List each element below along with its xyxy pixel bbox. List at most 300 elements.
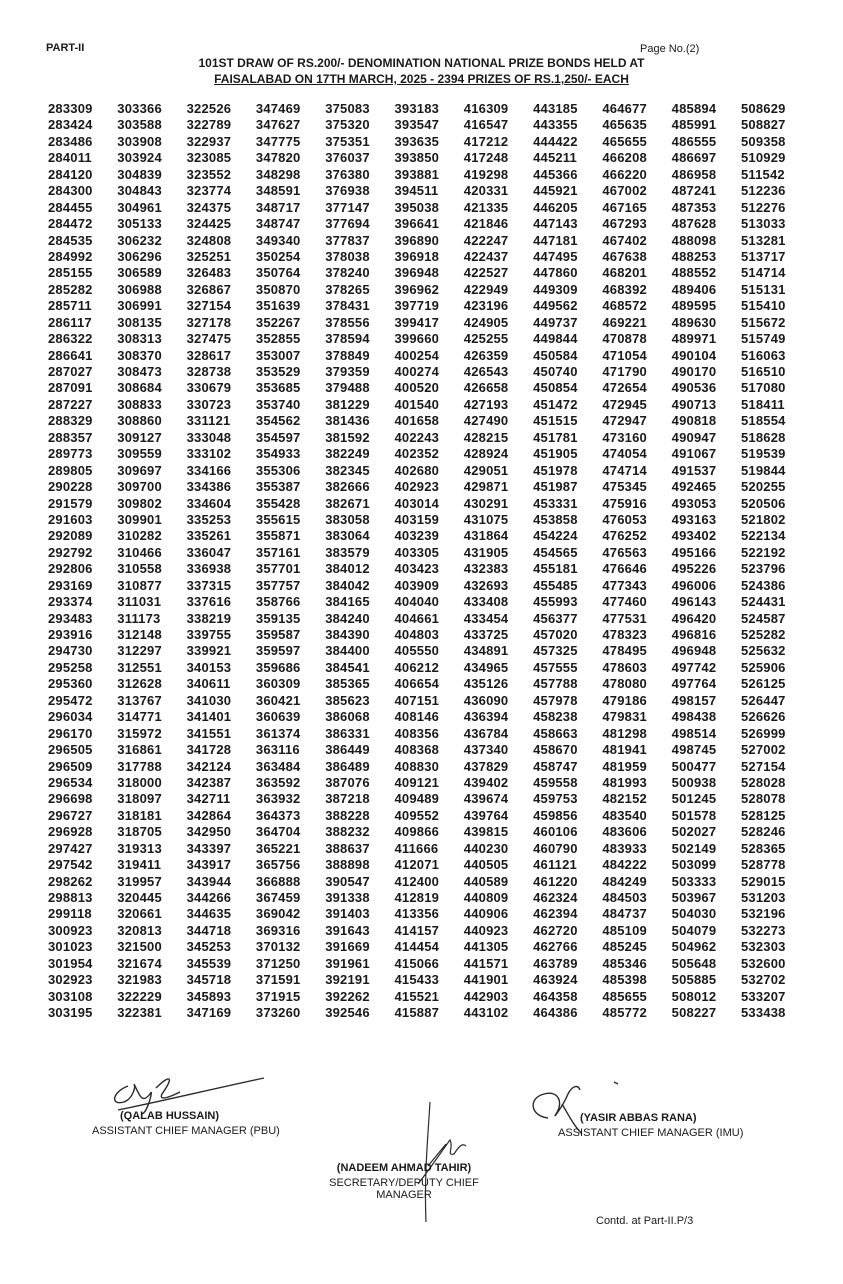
bond-number-cell: 437829 (463, 758, 509, 774)
bond-number-cell: 360309 (255, 676, 301, 692)
bond-number-cell: 343397 (186, 840, 232, 856)
bond-number-cell: 339921 (186, 643, 232, 659)
bond-number-cell: 381229 (325, 396, 370, 412)
bond-number-cell: 467165 (602, 199, 647, 215)
bond-number-cell: 491067 (671, 446, 717, 462)
bond-number-cell: 475345 (602, 479, 647, 495)
bond-number-cell: 283486 (48, 133, 93, 149)
bond-number-cell: 348591 (255, 183, 301, 199)
bond-number-cell: 443102 (463, 1005, 509, 1021)
bond-number-cell: 445211 (533, 150, 577, 166)
bond-number-cell: 459558 (533, 774, 578, 790)
bond-number-cell: 324425 (186, 216, 232, 232)
bond-number-cell: 291579 (48, 495, 93, 511)
bond-number-cell: 296505 (48, 742, 93, 758)
bond-number-cell: 342711 (186, 791, 231, 807)
bond-number-cell: 303366 (117, 101, 162, 116)
continued-note: Contd. at Part-II.P/3 (596, 1215, 694, 1227)
bond-number-cell: 485245 (602, 939, 647, 955)
bond-number-cell: 476646 (602, 561, 647, 577)
bond-number-cell: 468201 (602, 265, 647, 281)
bond-number-cell: 322789 (186, 117, 232, 133)
bond-number-cell: 417248 (463, 150, 509, 166)
bond-number-cell: 472654 (602, 380, 647, 396)
bond-number-cell: 485346 (602, 955, 647, 971)
bond-number-cell: 393850 (394, 150, 440, 166)
bond-number-cell: 392262 (325, 988, 370, 1004)
bond-number-cell: 449309 (533, 281, 578, 297)
bond-number-cell: 439815 (463, 824, 509, 840)
bond-number-cell: 455485 (533, 577, 578, 593)
bond-number-cell: 450740 (533, 364, 578, 379)
bond-number-cell: 521802 (740, 511, 786, 527)
bond-number-cell: 529015 (740, 873, 786, 889)
bond-number-cell: 468392 (602, 281, 647, 297)
bond-number-cell: 310877 (117, 577, 162, 593)
bond-number-cell: 328738 (186, 364, 232, 379)
bond-number-cell: 345539 (186, 955, 232, 971)
bond-number-cell: 404803 (394, 627, 440, 642)
bond-number-cell: 479186 (602, 692, 647, 708)
bond-number-cell: 460790 (533, 840, 578, 856)
bond-number-cell: 501245 (671, 791, 717, 807)
bond-number-cell: 301023 (48, 939, 93, 955)
bond-number-cell: 485894 (671, 101, 717, 116)
bond-number-cell: 308833 (117, 396, 162, 412)
bond-number-cell: 357701 (255, 561, 301, 577)
bond-number-cell: 403909 (394, 577, 440, 593)
bond-number-cell: 349340 (255, 232, 301, 248)
bond-number-cell: 412400 (394, 873, 440, 889)
bond-number-cell: 500938 (671, 774, 717, 790)
bond-number-cell: 509358 (740, 133, 786, 149)
bond-number-cell: 531203 (740, 890, 786, 905)
bond-number-cell: 396890 (394, 232, 440, 248)
bond-number-cell: 496948 (671, 643, 717, 659)
bond-number-cell: 426543 (463, 364, 509, 379)
bond-number-cell: 457788 (533, 676, 578, 692)
bond-number-cell: 486958 (671, 166, 717, 182)
bond-number-cell: 496006 (671, 577, 717, 593)
bond-number-cell: 283309 (48, 101, 93, 116)
bond-number-cell: 409121 (394, 774, 440, 790)
bond-number-cell: 403305 (394, 544, 440, 560)
bond-number-cell: 355871 (255, 528, 301, 544)
bond-number-cell: 481298 (602, 725, 647, 741)
bond-number-cell: 504079 (671, 922, 717, 938)
bond-number-cell: 489406 (671, 281, 717, 297)
part-label: PART-II (46, 42, 85, 54)
bond-number-cell: 415887 (394, 1005, 440, 1021)
bond-number-cell: 519539 (740, 446, 786, 462)
bond-number-cell: 409552 (394, 807, 440, 823)
bond-number-cell: 348747 (255, 216, 301, 232)
bond-number-cell: 488098 (671, 232, 717, 248)
bond-number-cell: 336047 (186, 544, 232, 560)
bond-number-cell: 306232 (117, 232, 162, 248)
signatory-right (558, 1112, 743, 1139)
bond-number-cell: 477343 (602, 577, 647, 593)
bond-number-cell: 427490 (463, 413, 509, 429)
bond-number-cell: 527154 (740, 758, 786, 774)
bond-number-cell: 516063 (740, 347, 786, 363)
bond-number-cell: 391643 (325, 922, 370, 938)
bond-number-cell: 464358 (533, 988, 578, 1004)
bond-number-cell: 309127 (117, 429, 162, 445)
bond-number-cell: 343944 (186, 873, 232, 889)
bond-number-cell: 347627 (255, 117, 301, 133)
bond-number-cell: 308370 (117, 347, 162, 363)
bond-number-cell: 417212 (463, 133, 509, 149)
bond-number-cell: 383064 (325, 528, 370, 544)
bond-number-cell: 343917 (186, 857, 232, 873)
bond-number-cell: 323552 (186, 166, 232, 182)
bond-number-cell: 489595 (671, 298, 717, 314)
bond-number-cell: 496143 (671, 594, 717, 610)
bond-number-cell: 324808 (186, 232, 232, 248)
bond-number-cell: 292089 (48, 528, 93, 544)
bond-number-cell: 390547 (325, 873, 370, 889)
document-title-line1: 101ST DRAW OF RS.200/- DENOMINATION NATIONAL PRIZE BONDS HELD AT (198, 56, 645, 70)
bond-number-cell: 474054 (602, 446, 647, 462)
bond-number-cell: 355615 (255, 511, 301, 527)
bond-number-cell: 385623 (325, 692, 370, 708)
bond-number-cell: 481993 (602, 774, 647, 790)
bond-number-cell: 413356 (394, 906, 440, 922)
bond-number-cell: 304839 (117, 166, 162, 182)
bond-number-cell: 421335 (463, 199, 509, 215)
bond-number-cell: 391669 (325, 939, 370, 955)
bond-number-cell: 429871 (463, 479, 509, 495)
bond-number-cell: 299118 (48, 906, 92, 922)
bond-number-cell: 498157 (671, 692, 717, 708)
bond-number-cell: 533438 (740, 1005, 786, 1021)
bond-number-cell: 496420 (671, 610, 717, 626)
bond-number-cell: 382345 (325, 462, 370, 478)
bond-number-cell: 290228 (48, 479, 93, 495)
bond-number-cell: 485109 (602, 922, 647, 938)
bond-number-cell: 508227 (671, 1005, 717, 1021)
bond-number-cell: 292806 (48, 561, 93, 577)
bond-number-cell: 318705 (117, 824, 162, 840)
bond-number-cell: 439674 (463, 791, 509, 807)
bond-number-cell: 357757 (255, 577, 301, 593)
bond-number-cell: 378265 (325, 281, 370, 297)
bond-number-cell: 501578 (671, 807, 717, 823)
bond-number-cell: 369316 (255, 922, 301, 938)
bond-number-cell: 467402 (602, 232, 647, 248)
bond-number-cell: 526999 (740, 725, 786, 741)
bond-number-cell: 378849 (325, 347, 370, 363)
bond-number-cell: 314771 (117, 709, 162, 725)
bond-number-cell: 526447 (740, 692, 786, 708)
bond-number-cell: 412819 (394, 890, 440, 905)
bond-number-cell: 498438 (671, 709, 717, 725)
bond-number-cell: 457978 (533, 692, 578, 708)
bond-number-cell: 528778 (740, 857, 786, 873)
bond-number-cell: 350764 (255, 265, 301, 281)
bond-number-cell: 414454 (394, 939, 440, 955)
bond-number-cell: 354597 (255, 429, 301, 445)
bond-number-cell: 451978 (533, 462, 578, 478)
bond-number-cell: 502149 (671, 840, 717, 856)
bond-number-cell: 341728 (186, 742, 232, 758)
bond-number-cell: 393547 (394, 117, 440, 133)
bond-number-cell: 439402 (463, 774, 509, 790)
bond-number-cell: 347169 (186, 1005, 232, 1021)
bond-number-cell: 403014 (394, 495, 440, 511)
bond-number-cell: 325251 (186, 248, 232, 264)
bond-number-cell: 318097 (117, 791, 162, 807)
bond-number-cell: 409866 (394, 824, 440, 840)
bond-number-cell: 485655 (602, 988, 647, 1004)
bond-number-cell: 416547 (463, 117, 509, 133)
signatory-right-name: (YASIR ABBAS RANA) (580, 1112, 697, 1124)
bond-number-cell: 488552 (671, 265, 717, 281)
bond-number-cell: 321674 (117, 955, 162, 971)
bond-number-cell: 403423 (394, 561, 440, 577)
bond-number-cell: 397719 (394, 298, 440, 314)
bond-number-cell: 525282 (740, 627, 786, 642)
bond-number-cell: 378240 (325, 265, 370, 281)
bond-number-cell: 462394 (533, 906, 578, 922)
bond-number-cell: 387218 (325, 791, 370, 807)
bond-number-cell: 427193 (463, 396, 509, 412)
bond-number-cell: 440230 (463, 840, 509, 856)
bond-number-cell: 500477 (671, 758, 717, 774)
bond-number-cell: 441571 (463, 955, 509, 971)
bond-number-cell: 407151 (394, 692, 440, 708)
bond-number-cell: 393635 (394, 133, 440, 149)
bond-number-cell: 503967 (671, 890, 717, 905)
bond-number-cell: 337616 (186, 594, 232, 610)
bond-number-cell: 447495 (533, 248, 578, 264)
bond-number-cell: 446205 (533, 199, 578, 215)
bond-number-cell: 440589 (463, 873, 509, 889)
signatory-center (304, 1162, 504, 1201)
bond-number-cell: 296928 (48, 824, 93, 840)
bond-number-cell: 286641 (48, 347, 93, 363)
signatory-right-role: ASSISTANT CHIEF MANAGER (IMU) (558, 1127, 744, 1139)
bond-number-cell: 458747 (533, 758, 578, 774)
bond-number-cell: 431864 (463, 528, 509, 544)
bond-number-cell: 483606 (602, 824, 647, 840)
bond-number-cell: 379359 (325, 364, 370, 379)
bond-number-cell: 387076 (325, 774, 370, 790)
bond-number-cell: 522134 (740, 528, 786, 544)
bond-number-cell: 511542 (740, 166, 785, 182)
bond-number-cell: 289773 (48, 446, 93, 462)
bond-number-cell: 467293 (602, 216, 647, 232)
bond-number-cell: 503099 (671, 857, 717, 873)
bond-number-cell: 522192 (740, 544, 786, 560)
document-title-line2: FAISALABAD ON 17TH MARCH, 2025 - 2394 PRIZES OF RS.1,250/- EACH (214, 72, 629, 86)
bond-number-cell: 406654 (394, 676, 440, 692)
bond-number-cell: 451987 (533, 479, 578, 495)
bond-number-cell: 402923 (394, 479, 440, 495)
bond-number-cell: 454224 (533, 528, 578, 544)
bond-number-cell: 449737 (533, 314, 578, 330)
bond-number-cell: 503333 (671, 873, 717, 889)
bond-number-cell: 412071 (394, 857, 440, 873)
bond-number-cell: 296727 (48, 807, 93, 823)
bond-number-cell: 436090 (463, 692, 509, 708)
bond-number-cell: 415066 (394, 955, 440, 971)
bond-number-cell: 347469 (255, 101, 301, 116)
bond-number-cell: 384390 (325, 627, 370, 642)
bond-number-cell: 402680 (394, 462, 440, 478)
page-number: Page No.(2) (640, 43, 700, 55)
bond-number-cell: 360639 (255, 709, 301, 725)
bond-number-cell: 428924 (463, 446, 509, 462)
bond-number-cell: 528246 (740, 824, 786, 840)
bond-number-cell: 458663 (533, 725, 578, 741)
bond-number-cell: 514714 (740, 265, 786, 281)
bond-number-cell: 326867 (186, 281, 232, 297)
signatory-center-name: (NADEEM AHMAD TAHIR) (336, 1162, 472, 1174)
bond-number-cell: 526125 (740, 676, 786, 692)
bond-number-cell: 433725 (463, 627, 509, 642)
bond-number-cell: 363484 (255, 758, 301, 774)
bond-number-cell: 408368 (394, 742, 440, 758)
bond-number-cell: 341030 (186, 692, 232, 708)
bond-number-cell: 288329 (48, 413, 93, 429)
bond-number-cell: 408356 (394, 725, 440, 741)
bond-number-cell: 297427 (48, 840, 93, 856)
bond-number-cell: 440505 (463, 857, 509, 873)
bond-number-cell: 528078 (740, 791, 786, 807)
bond-number-cell: 504030 (671, 906, 717, 922)
bond-number-cell: 440906 (463, 906, 509, 922)
bond-number-cell: 344718 (186, 922, 232, 938)
bond-number-cell: 432693 (463, 577, 509, 593)
bond-number-cell: 478603 (602, 659, 647, 675)
bond-number-cell: 421846 (463, 216, 509, 232)
bond-number-cell: 487241 (671, 183, 717, 199)
bond-number-cell: 473160 (602, 429, 647, 445)
bond-number-cell: 322381 (117, 1005, 162, 1021)
bond-number-cell: 498514 (671, 725, 717, 741)
bond-number-cell: 466208 (602, 150, 647, 166)
bond-number-cell: 428215 (463, 429, 509, 445)
bond-number-cell: 384240 (325, 610, 370, 626)
bond-number-cell: 405550 (394, 643, 440, 659)
bond-number-cell: 308684 (117, 380, 162, 396)
bond-number-cell: 386068 (325, 709, 370, 725)
bond-number-cell: 360421 (255, 692, 301, 708)
bond-number-cell: 303108 (48, 988, 93, 1004)
bond-number-cell: 363932 (255, 791, 301, 807)
bond-number-cell: 404040 (394, 594, 440, 610)
bond-number-cell: 466220 (602, 166, 647, 182)
bond-number-cell: 358766 (255, 594, 301, 610)
bond-number-cell: 478495 (602, 643, 647, 659)
bond-number-cell: 415521 (394, 988, 440, 1004)
bond-number-cell: 308473 (117, 364, 162, 379)
bond-number-cell: 476053 (602, 511, 647, 527)
bond-number-cell: 504962 (671, 939, 717, 955)
bond-number-cell: 493402 (671, 528, 717, 544)
bond-number-cell: 305133 (117, 216, 162, 232)
bond-number-cell: 402352 (394, 446, 440, 462)
bond-number-cell: 476563 (602, 544, 647, 560)
bond-number-cell: 309697 (117, 462, 162, 478)
bond-number-cell: 408830 (394, 758, 440, 774)
bond-number-cell: 370132 (255, 939, 301, 955)
bond-number-cell: 285282 (48, 281, 93, 297)
bond-number-cell: 297542 (48, 857, 93, 873)
bond-number-cell: 296698 (48, 791, 93, 807)
bond-number-cell: 327154 (186, 298, 232, 314)
bond-number-cell: 443185 (533, 101, 578, 116)
bond-number-cell: 523796 (740, 561, 786, 577)
bond-number-cell: 388232 (325, 824, 370, 840)
bond-number-cell: 519844 (740, 462, 786, 478)
bond-number-cell: 287027 (48, 364, 93, 379)
bond-number-cell: 487628 (671, 216, 717, 232)
bond-number-cell: 296034 (48, 709, 93, 725)
bond-number-cell: 334166 (186, 462, 232, 478)
bond-number-cell: 402243 (394, 429, 440, 445)
bond-number-cell: 342124 (186, 758, 232, 774)
bond-number-cell: 396641 (394, 216, 440, 232)
bond-number-cell: 520255 (740, 479, 786, 495)
bond-number-cell: 388637 (325, 840, 370, 856)
bond-number-cell: 447143 (533, 216, 578, 232)
bond-number-cell: 392546 (325, 1005, 370, 1021)
bond-number-cell: 471790 (602, 364, 647, 379)
bond-number-cell: 433408 (463, 594, 509, 610)
bond-number-cell: 518628 (740, 429, 786, 445)
bond-number-cell: 301954 (48, 955, 93, 971)
bond-number-cell: 333048 (186, 429, 232, 445)
bond-number-cell: 513281 (740, 232, 786, 248)
bond-number-cell: 399660 (394, 331, 440, 347)
bond-number-cell: 322229 (117, 988, 162, 1004)
bond-number-cell: 532196 (740, 906, 786, 922)
bond-number-cell: 491537 (671, 462, 717, 478)
bond-number-cell: 515672 (740, 314, 786, 330)
bond-number-cell: 502027 (671, 824, 717, 840)
bond-number-cell: 377837 (325, 232, 370, 248)
bond-number-cell: 393881 (394, 166, 440, 182)
bond-number-cell: 330679 (186, 380, 232, 396)
bond-number-cell: 426359 (463, 347, 509, 363)
bond-number-cell: 475916 (602, 495, 647, 511)
bond-number-cell: 322937 (186, 133, 232, 149)
bond-number-cell: 284992 (48, 248, 93, 264)
bond-number-cell: 382249 (325, 446, 370, 462)
bond-number-cell: 414157 (394, 922, 440, 938)
bond-number-cell: 306296 (117, 248, 162, 264)
bond-number-cell: 308860 (117, 413, 162, 429)
bond-number-cell: 436784 (463, 725, 509, 741)
bond-number-cell: 327178 (186, 314, 232, 330)
bond-number-cell: 376938 (325, 183, 370, 199)
bond-number-cell: 404661 (394, 610, 440, 626)
bond-number-cell: 422437 (463, 248, 509, 264)
bond-number-cell: 461220 (533, 873, 578, 889)
bond-number-cell: 515131 (740, 281, 786, 297)
bond-number-cell: 355306 (255, 462, 301, 478)
bond-number-cell: 351639 (255, 298, 301, 314)
bond-number-cell: 525906 (740, 659, 786, 675)
bond-number-cell: 403159 (394, 511, 440, 527)
bond-number-cell: 347775 (255, 133, 301, 149)
signatory-left (92, 1110, 280, 1137)
bond-number-cell: 481941 (602, 742, 647, 758)
bond-number-cell: 337315 (186, 577, 232, 593)
